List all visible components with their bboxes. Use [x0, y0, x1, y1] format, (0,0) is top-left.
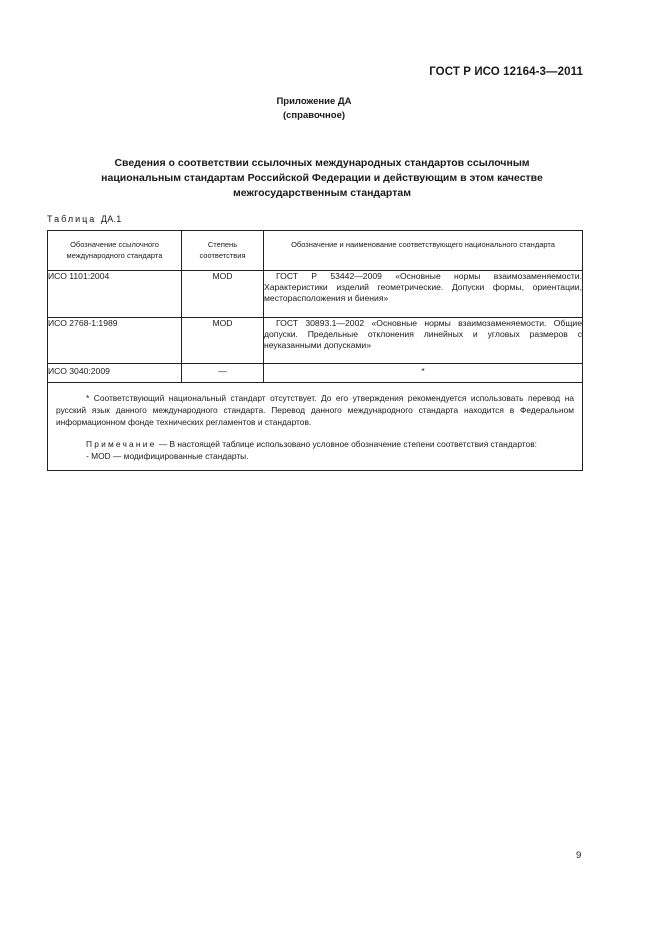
annex-subtitle: (справочное) [282, 110, 346, 121]
cell-code: ИСО 3040:2009 [48, 364, 182, 383]
table-row [48, 364, 583, 383]
standard-rest: Характеристики изделий геометрические. Допуски формы, ориентации, месторасположения и биения» [264, 282, 582, 303]
table-header-row [48, 231, 583, 271]
annex-title: Приложение ДА [276, 96, 352, 107]
cell-degree: MOD [182, 318, 264, 364]
correspondence-table [47, 230, 583, 471]
standard-lead: ГОСТ Р 53442—2009 «Основные нормы взаимозаменяемости. [276, 271, 582, 281]
table-row [48, 271, 583, 318]
table-row [48, 318, 583, 364]
note-label: Примечание [86, 439, 157, 449]
note-list-item: - MOD — модифицированные стандарты. [86, 451, 249, 461]
header-cell-standard: Обозначение и наименование соответствующего национального стандарта [264, 231, 583, 271]
cell-code: ИСО 2768-1:1989 [48, 318, 182, 364]
note-paragraph [56, 438, 574, 450]
standard-lead: ГОСТ 30893.1—2002 «Основные нормы взаимозаменяемости. [276, 318, 547, 328]
heading-line-3: межгосударственным стандартам [233, 187, 411, 199]
header-cell-degree: Степень соответствия [182, 231, 264, 271]
footnote-text: * Соответствующий национальный стандарт отсутствует. До его утверждения рекомендуется использовать перевод на русский язык данного международного стандарта. Перевод данного международного стандарта находится в Федеральном информационном фонде технических регламентов и стандартов. [56, 393, 574, 427]
heading-line-2: национальным стандартам Российской Федерации и действующим в этом качестве [101, 172, 543, 184]
section-heading [60, 156, 584, 201]
cell-standard [264, 318, 583, 364]
page-number: 9 [576, 850, 582, 861]
cell-standard [264, 271, 583, 318]
cell-standard [264, 364, 583, 383]
table-caption [47, 214, 122, 224]
notes-cell [48, 383, 583, 471]
cell-code: ИСО 1101:2004 [48, 271, 182, 318]
annex-block [0, 95, 628, 123]
table-caption-prefix: Таблица [47, 214, 97, 224]
cell-degree: — [182, 364, 264, 383]
heading-line-1: Сведения о соответствии ссылочных международных стандартов ссылочным [114, 157, 530, 169]
document-code: ГОСТ Р ИСО 12164-3—2011 [429, 66, 583, 78]
table-caption-number: ДА.1 [100, 214, 122, 224]
header-cell-code: Обозначение ссылочного международного стандарта [48, 231, 182, 271]
table-notes-row [48, 383, 583, 471]
standard-lead: * [421, 366, 425, 376]
note-text: — В настоящей таблице использовано условное обозначение степени соответствия стандартов: [158, 439, 537, 449]
standard-rest: Общие допуски. Предельные отклонения линейных и угловых размеров с неуказанными допусками» [264, 318, 582, 350]
cell-degree: MOD [182, 271, 264, 318]
